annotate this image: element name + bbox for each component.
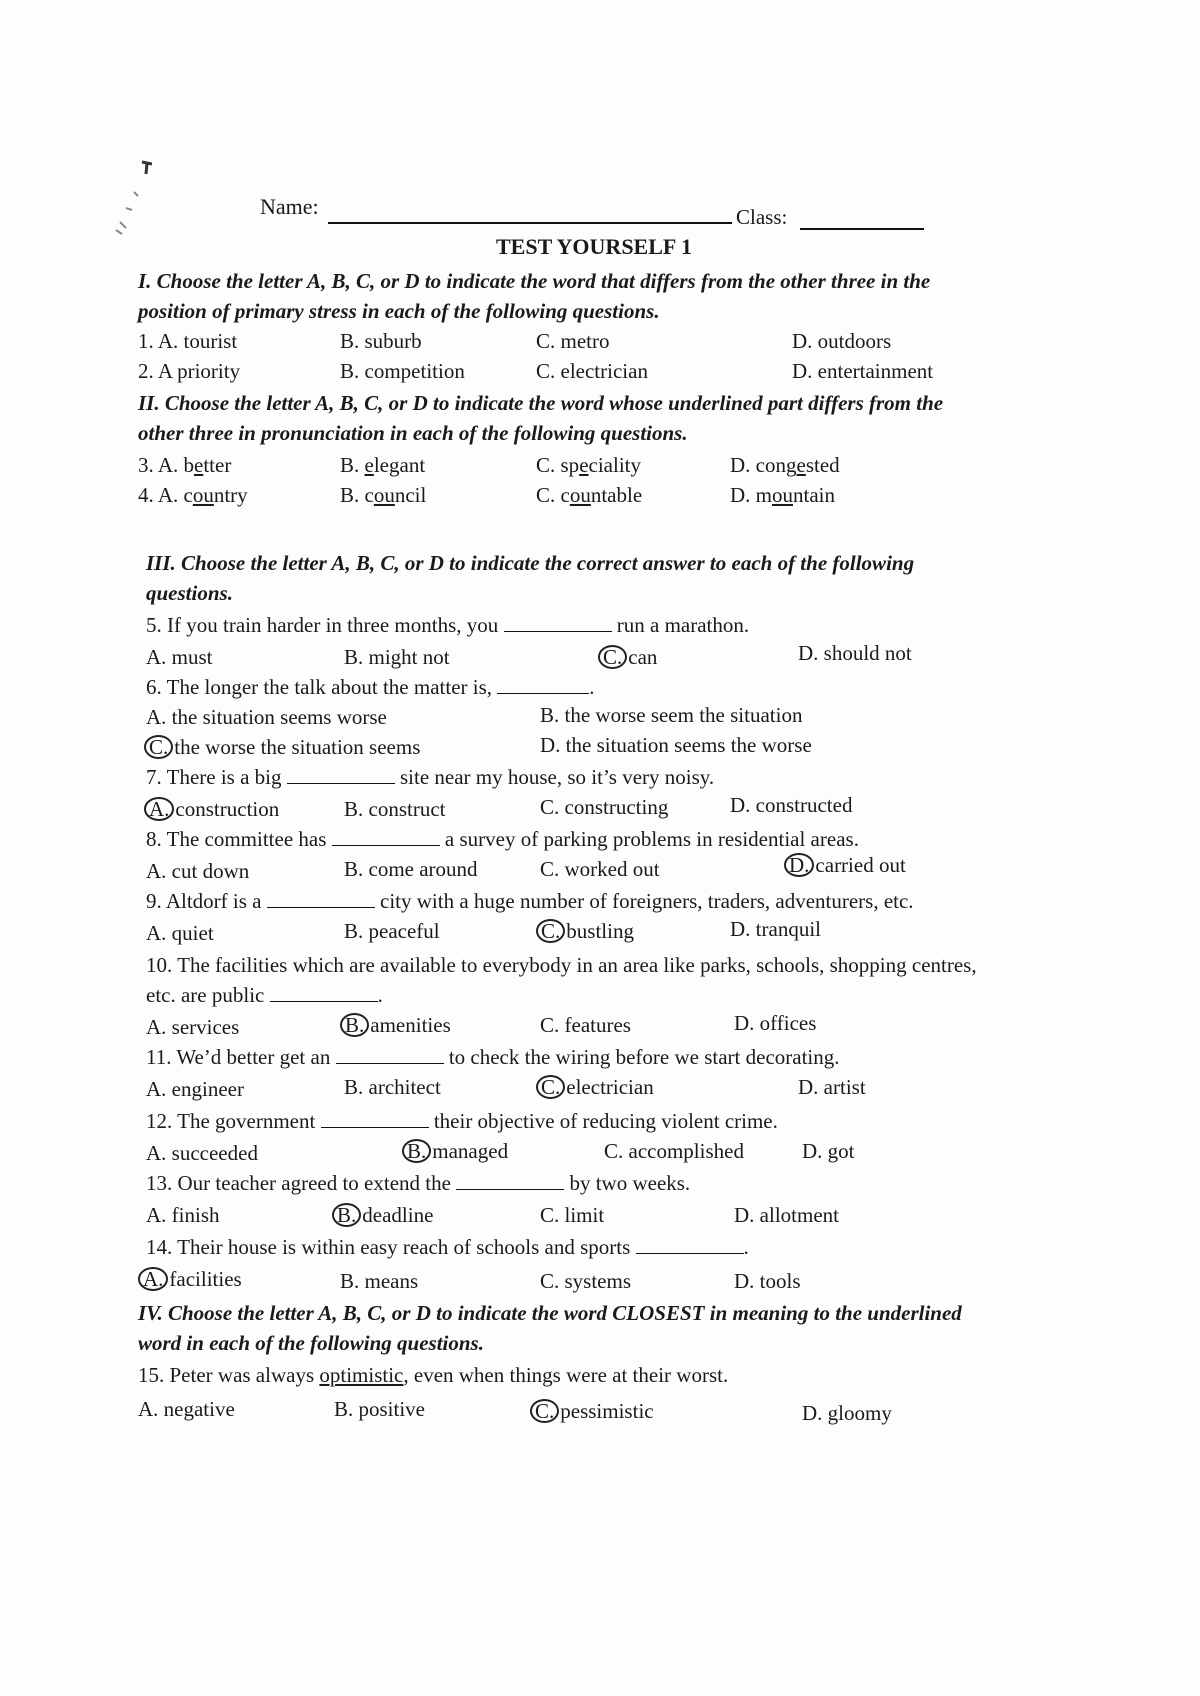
q13-option-d: D. allotment [734,1203,839,1227]
q5-answer-circle: C. [598,645,627,669]
section-1-instruction-line-1: I. Choose the letter A, B, C, or D to indicate the word that differs from the other three in the [138,269,931,293]
q2-option-a: 2. A priority [138,359,241,383]
section-2-instruction-line-1: II. Choose the letter A, B, C, or D to indicate the word whose underlined part differs from the [138,391,944,415]
q6-stem: 6. The longer the talk about the matter is, . [146,675,595,699]
q5-option-b: B. might not [344,645,450,669]
q13-option-a: A. finish [146,1203,220,1227]
q8-option-c: C. worked out [540,857,660,881]
q13-stem: 13. Our teacher agreed to extend the by two weeks. [146,1171,691,1195]
q8-stem: 8. The committee has a survey of parking problems in residential areas. [146,827,859,851]
q7-answer-circle: A. [144,797,174,821]
q13-option-b: B. deadline [332,1202,433,1228]
q9-option-d: D. tranquil [730,917,821,941]
q12-option-c: C. accomplished [604,1139,744,1163]
q5-stem: 5. If you train harder in three months, you run a marathon. [146,613,750,637]
q12-option-d: D. got [802,1139,855,1163]
q7-option-c: C. constructing [540,795,669,819]
q14-option-b: B. means [340,1269,419,1293]
corner-scribble-mark [112,158,152,238]
q6-blank [497,677,589,694]
q3-option-a: 3. A. better [138,453,232,477]
q5-option-a: A. must [146,645,213,669]
q10-stem-line-1: 10. The facilities which are available to everybody in an area like parks, schools, shopping centres, [146,953,977,977]
q11-option-d: D. artist [798,1075,866,1099]
q5-option-d: D. should not [798,641,912,665]
q14-option-c: C. systems [540,1269,632,1293]
q15-stem: 15. Peter was always optimistic, even when things were at their worst. [138,1363,729,1387]
name-label: Name: [260,194,319,219]
q10-answer-circle: B. [340,1013,369,1037]
class-label: Class: [736,205,788,229]
q1-option-b: B. suburb [340,329,422,353]
q2-option-b: B. competition [340,359,465,383]
section-2-instruction-line-2: other three in pronunciation in each of the following questions. [138,421,688,445]
q7-option-a: A. construction [144,796,279,822]
q15-option-b: B. positive [334,1397,426,1421]
q8-option-d: D. carried out [784,852,906,878]
q14-stem: 14. Their house is within easy reach of schools and sports . [146,1235,749,1259]
section-1-instruction-line-2: position of primary stress in each of the following questions. [138,299,660,323]
q6-option-b: B. the worse seem the situation [540,703,803,727]
q11-stem: 11. We’d better get an to check the wiring before we start decorating. [146,1045,840,1069]
q10-option-a: A. services [146,1015,240,1039]
q4-option-b: B. council [340,483,427,507]
q8-option-b: B. come around [344,857,478,881]
q4-option-d: D. mountain [730,483,835,507]
q6-option-d: D. the situation seems the worse [540,733,812,757]
q15-underlined-word: optimistic [319,1363,404,1387]
q3-option-b: B. elegant [340,453,426,477]
q5-option-c: C. can [598,644,657,670]
q9-answer-circle: C. [536,919,565,943]
q7-option-b: B. construct [344,797,446,821]
q1-option-c: C. metro [536,329,610,353]
q2-option-c: C. electrician [536,359,648,383]
q14-option-d: D. tools [734,1269,801,1293]
q11-blank [336,1047,444,1064]
section-4-instruction-line-2: word in each of the following questions. [138,1331,484,1355]
q11-option-a: A. engineer [146,1077,244,1101]
q8-option-a: A. cut down [146,859,250,883]
section-3-instruction-line-1: III. Choose the letter A, B, C, or D to indicate the correct answer to each of the following [146,551,915,575]
q13-answer-circle: B. [332,1203,361,1227]
q1-option-d: D. outdoors [792,329,892,353]
q4-option-a: 4. A. country [138,483,248,507]
q15-option-a: A. negative [138,1397,235,1421]
q2-option-d: D. entertainment [792,359,934,383]
q5-blank [504,615,612,632]
q10-option-d: D. offices [734,1011,817,1035]
q10-blank [270,985,378,1002]
q10-option-b: B. amenities [340,1012,451,1038]
section-3-instruction-line-2: questions. [146,581,233,605]
q11-option-c: C. electrician [536,1074,654,1100]
q9-option-a: A. quiet [146,921,214,945]
q15-answer-circle: C. [530,1399,559,1423]
class-blank-line [800,228,924,230]
q8-blank [332,829,440,846]
q12-option-a: A. succeeded [146,1141,258,1165]
name-blank-line [328,222,732,224]
q9-option-c: C. bustling [536,918,634,944]
q14-blank [636,1237,744,1254]
q9-option-b: B. peaceful [344,919,440,943]
q10-stem-line-2: etc. are public . [146,983,383,1007]
q11-answer-circle: C. [536,1075,565,1099]
q6-answer-circle: C. [144,735,173,759]
q6-option-c: C. the worse the situation seems [144,734,420,760]
q10-option-c: C. features [540,1013,631,1037]
q12-stem: 12. The government their objective of reducing violent crime. [146,1109,778,1133]
q1-option-a: 1. A. tourist [138,329,238,353]
q3-option-d: D. congested [730,453,840,477]
page-title: TEST YOURSELF 1 [496,234,693,259]
q12-blank [321,1111,429,1128]
q9-stem: 9. Altdorf is a city with a huge number of foreigners, traders, adventurers, etc. [146,889,914,913]
q15-option-c: C. pessimistic [530,1398,654,1424]
q8-answer-circle: D. [784,853,814,877]
q11-option-b: B. architect [344,1075,441,1099]
q7-stem: 7. There is a big site near my house, so it’s very noisy. [146,765,715,789]
q12-option-b: B. managed [402,1138,508,1164]
q14-option-a: A. facilities [138,1266,242,1292]
q13-option-c: C. limit [540,1203,605,1227]
q12-answer-circle: B. [402,1139,431,1163]
q6-option-a: A. the situation seems worse [146,705,387,729]
q4-option-c: C. countable [536,483,643,507]
q7-blank [287,767,395,784]
section-4-instruction-line-1: IV. Choose the letter A, B, C, or D to indicate the word CLOSEST in meaning to the underlined [138,1301,962,1325]
q13-blank [456,1173,564,1190]
q15-option-d: D. gloomy [802,1401,892,1425]
q3-option-c: C. speciality [536,453,641,477]
q9-blank [267,891,375,908]
q14-answer-circle: A. [138,1267,168,1291]
q7-option-d: D. constructed [730,793,853,817]
